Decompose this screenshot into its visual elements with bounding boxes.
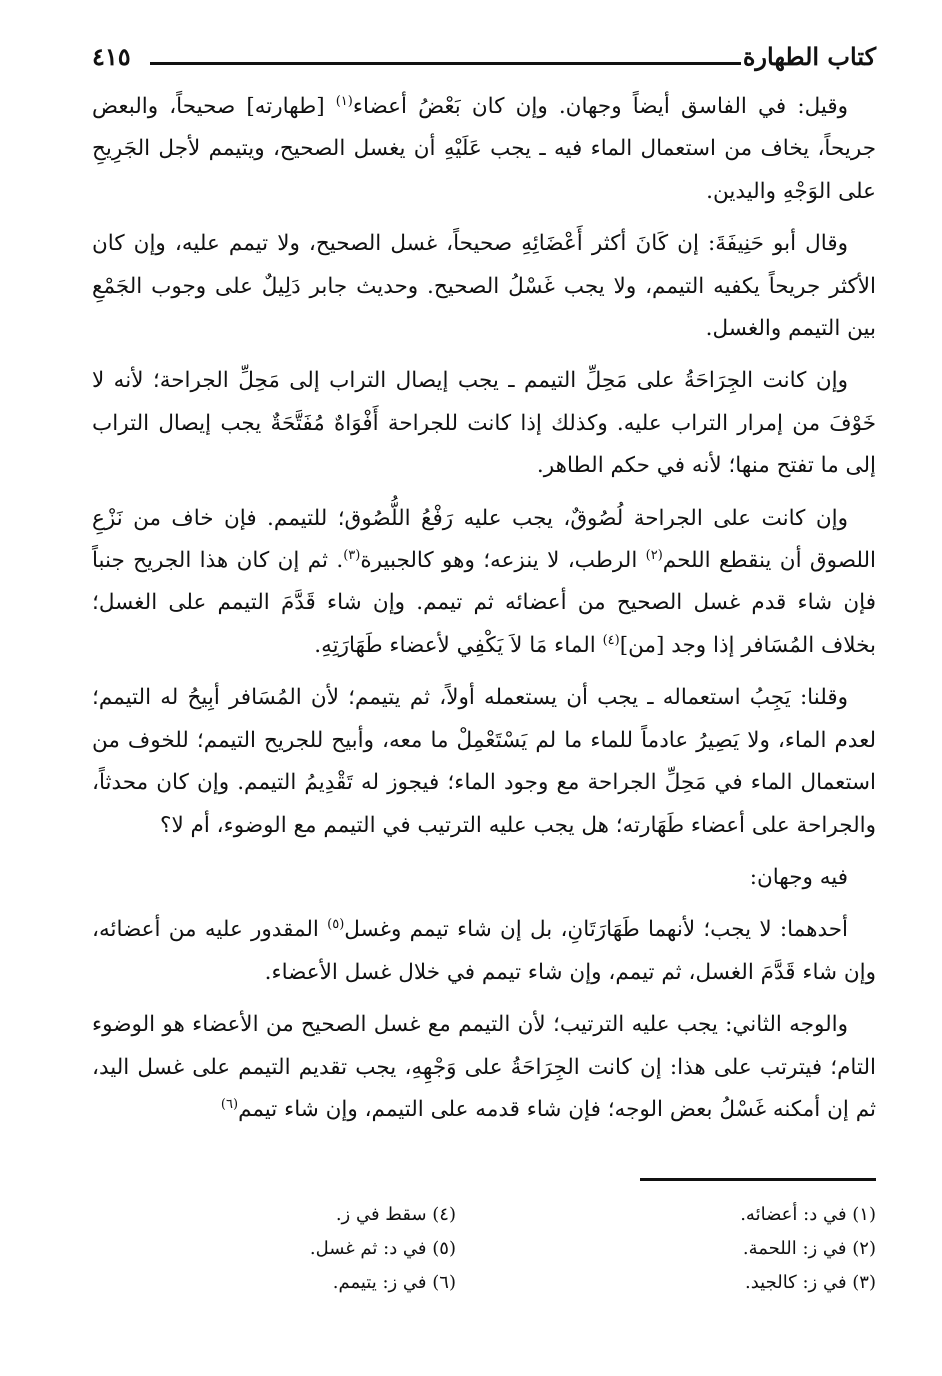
main-text xyxy=(92,86,876,1141)
footnote-marker: (١) xyxy=(335,93,353,109)
footnotes-column-left xyxy=(156,1198,456,1300)
paragraph: وإن كانت على الجراحة لُصُوقٌ، يجب عليه رَفْعُ اللُّصُوق؛ للتيمم. فإن خاف من نَزْعِ اللصوق أن ينقطع اللحم$^{(٢)}$ الرطب، لا ينزعه؛ وهو كالجبيرة$^{(٣)}$. ثم إن كان هذا الجريح جنباً فإن شاء قدم غسل الصحيح من أعضائه ثم تيمم. وإن شاء قَدَّمَ التيمم على الغسل؛ بخلاف المُسَافر إذا وجد [من]$^{(٤)}$ الماء مَا لاَ يَكْفِي لأعضاء طَهَارَتِهِ. xyxy=(92,505,876,658)
footnote: (٥) في د: ثم غسل. xyxy=(309,1238,456,1259)
paragraph: وإن كانت الجِرَاحَةُ على مَحِلِّ التيمم ـ يجب إيصال التراب إلى مَحِلِّ الجراحة؛ لأنه لا خَوْفَ من إمرار التراب عليه. وكذلك إذا كانت للجراحة أَفْوَاهٌ مُفَتَّحَةٌ يجب إيصال التراب إلى ما تفتح منها؛ لأنه في حكم الطاهر. xyxy=(92,368,876,479)
header-rule xyxy=(150,62,741,65)
footnote-marker: (٣) xyxy=(343,547,361,563)
paragraph: أحدهما: لا يجب؛ لأنهما طَهَارَتَانِ، بل إن شاء تيمم وغسل$^{(٥)}$ المقدور عليه من أعضائه، وإن شاء قَدَّمَ الغسل، ثم تيمم، وإن شاء تيمم في خلال غسل الأعضاء. xyxy=(92,917,876,985)
running-title: كتاب الطهارة xyxy=(742,42,876,71)
paragraph: وقلنا: يَجِبُ استعماله ـ يجب أن يستعمله أولاً، ثم يتيمم؛ لأن المُسَافر أبِيحُ له التيمم؛ لعدم الماء، ولا يَصِيرُ عادماً للماء ما لم يَسْتَعْمِلْ ما معه، وأبيح للجريح التيمم؛ للخوف من استعمال الماء في مَحِلِّ الجراحة مع وجود الماء؛ فيجوز له تَقْدِيمُ التيمم. وإن كان محدثاً، والجراحة على أعضاء طَهَارته؛ هل يجب عليه الترتيب في التيمم مع الوضوء، أم لا؟ xyxy=(92,685,876,838)
page-number: ٤١٥ xyxy=(92,42,131,71)
footnote: (٣) في ز: كالجيد. xyxy=(744,1272,876,1293)
footnote-marker: (٥) xyxy=(327,917,345,933)
footnote: (١) في د: أعضائه. xyxy=(740,1204,876,1225)
footnote: (٦) في ز: يتيمم. xyxy=(332,1272,456,1293)
footnote: (٢) في ز: اللحمة. xyxy=(742,1238,876,1259)
page-header xyxy=(92,42,876,82)
paragraph: وقيل: في الفاسق أيضاً وجهان. وإن كان بَعْضُ أعضاء$^{(١)}$ [طهارته] صحيحاً، والبعض جريحاً، يخاف من استعمال الماء فيه ـ يجب عَلَيْهِ أن يغسل الصحيح، ويتيمم لأجل الجَرِيحِ على الوَجْهِ واليدين. xyxy=(92,93,876,204)
footnote-rule xyxy=(640,1178,876,1181)
footnote: (٤) سقط في ز. xyxy=(335,1204,456,1225)
footnote-marker: (٢) xyxy=(645,547,663,563)
footnote-marker: (٤) xyxy=(602,632,620,648)
paragraph: وقال أبو حَنِيفَةَ: إن كَانَ أكثر أَعْضَائِهِ صحيحاً، غسل الصحيح، ولا تيمم عليه، وإن كان الأكثر جريحاً يكفيه التيمم، ولا يجب غَسْلُ الصحيح. وحديث جابر دَلِيلٌ على وجوب الجَمْعِ بين التيمم والغسل. xyxy=(92,231,876,342)
paragraph: فيه وجهان: xyxy=(749,864,848,890)
paragraph: والوجه الثاني: يجب عليه الترتيب؛ لأن التيمم مع غسل الصحيح من الأعضاء هو الوضوء التام؛ فيترتب على هذا: إن كانت الجِرَاحَةُ على وَجْهِهِ، يجب تقديم التيمم على غسل اليد، ثم إن أمكنه غَسْلُ بعض الوجه؛ فإن شاء قدمه على التيمم، وإن شاء تيمم$^{(٦)}$ xyxy=(92,1012,876,1122)
footnotes-column-right xyxy=(576,1198,876,1300)
footnote-marker: (٦) xyxy=(220,1096,239,1112)
